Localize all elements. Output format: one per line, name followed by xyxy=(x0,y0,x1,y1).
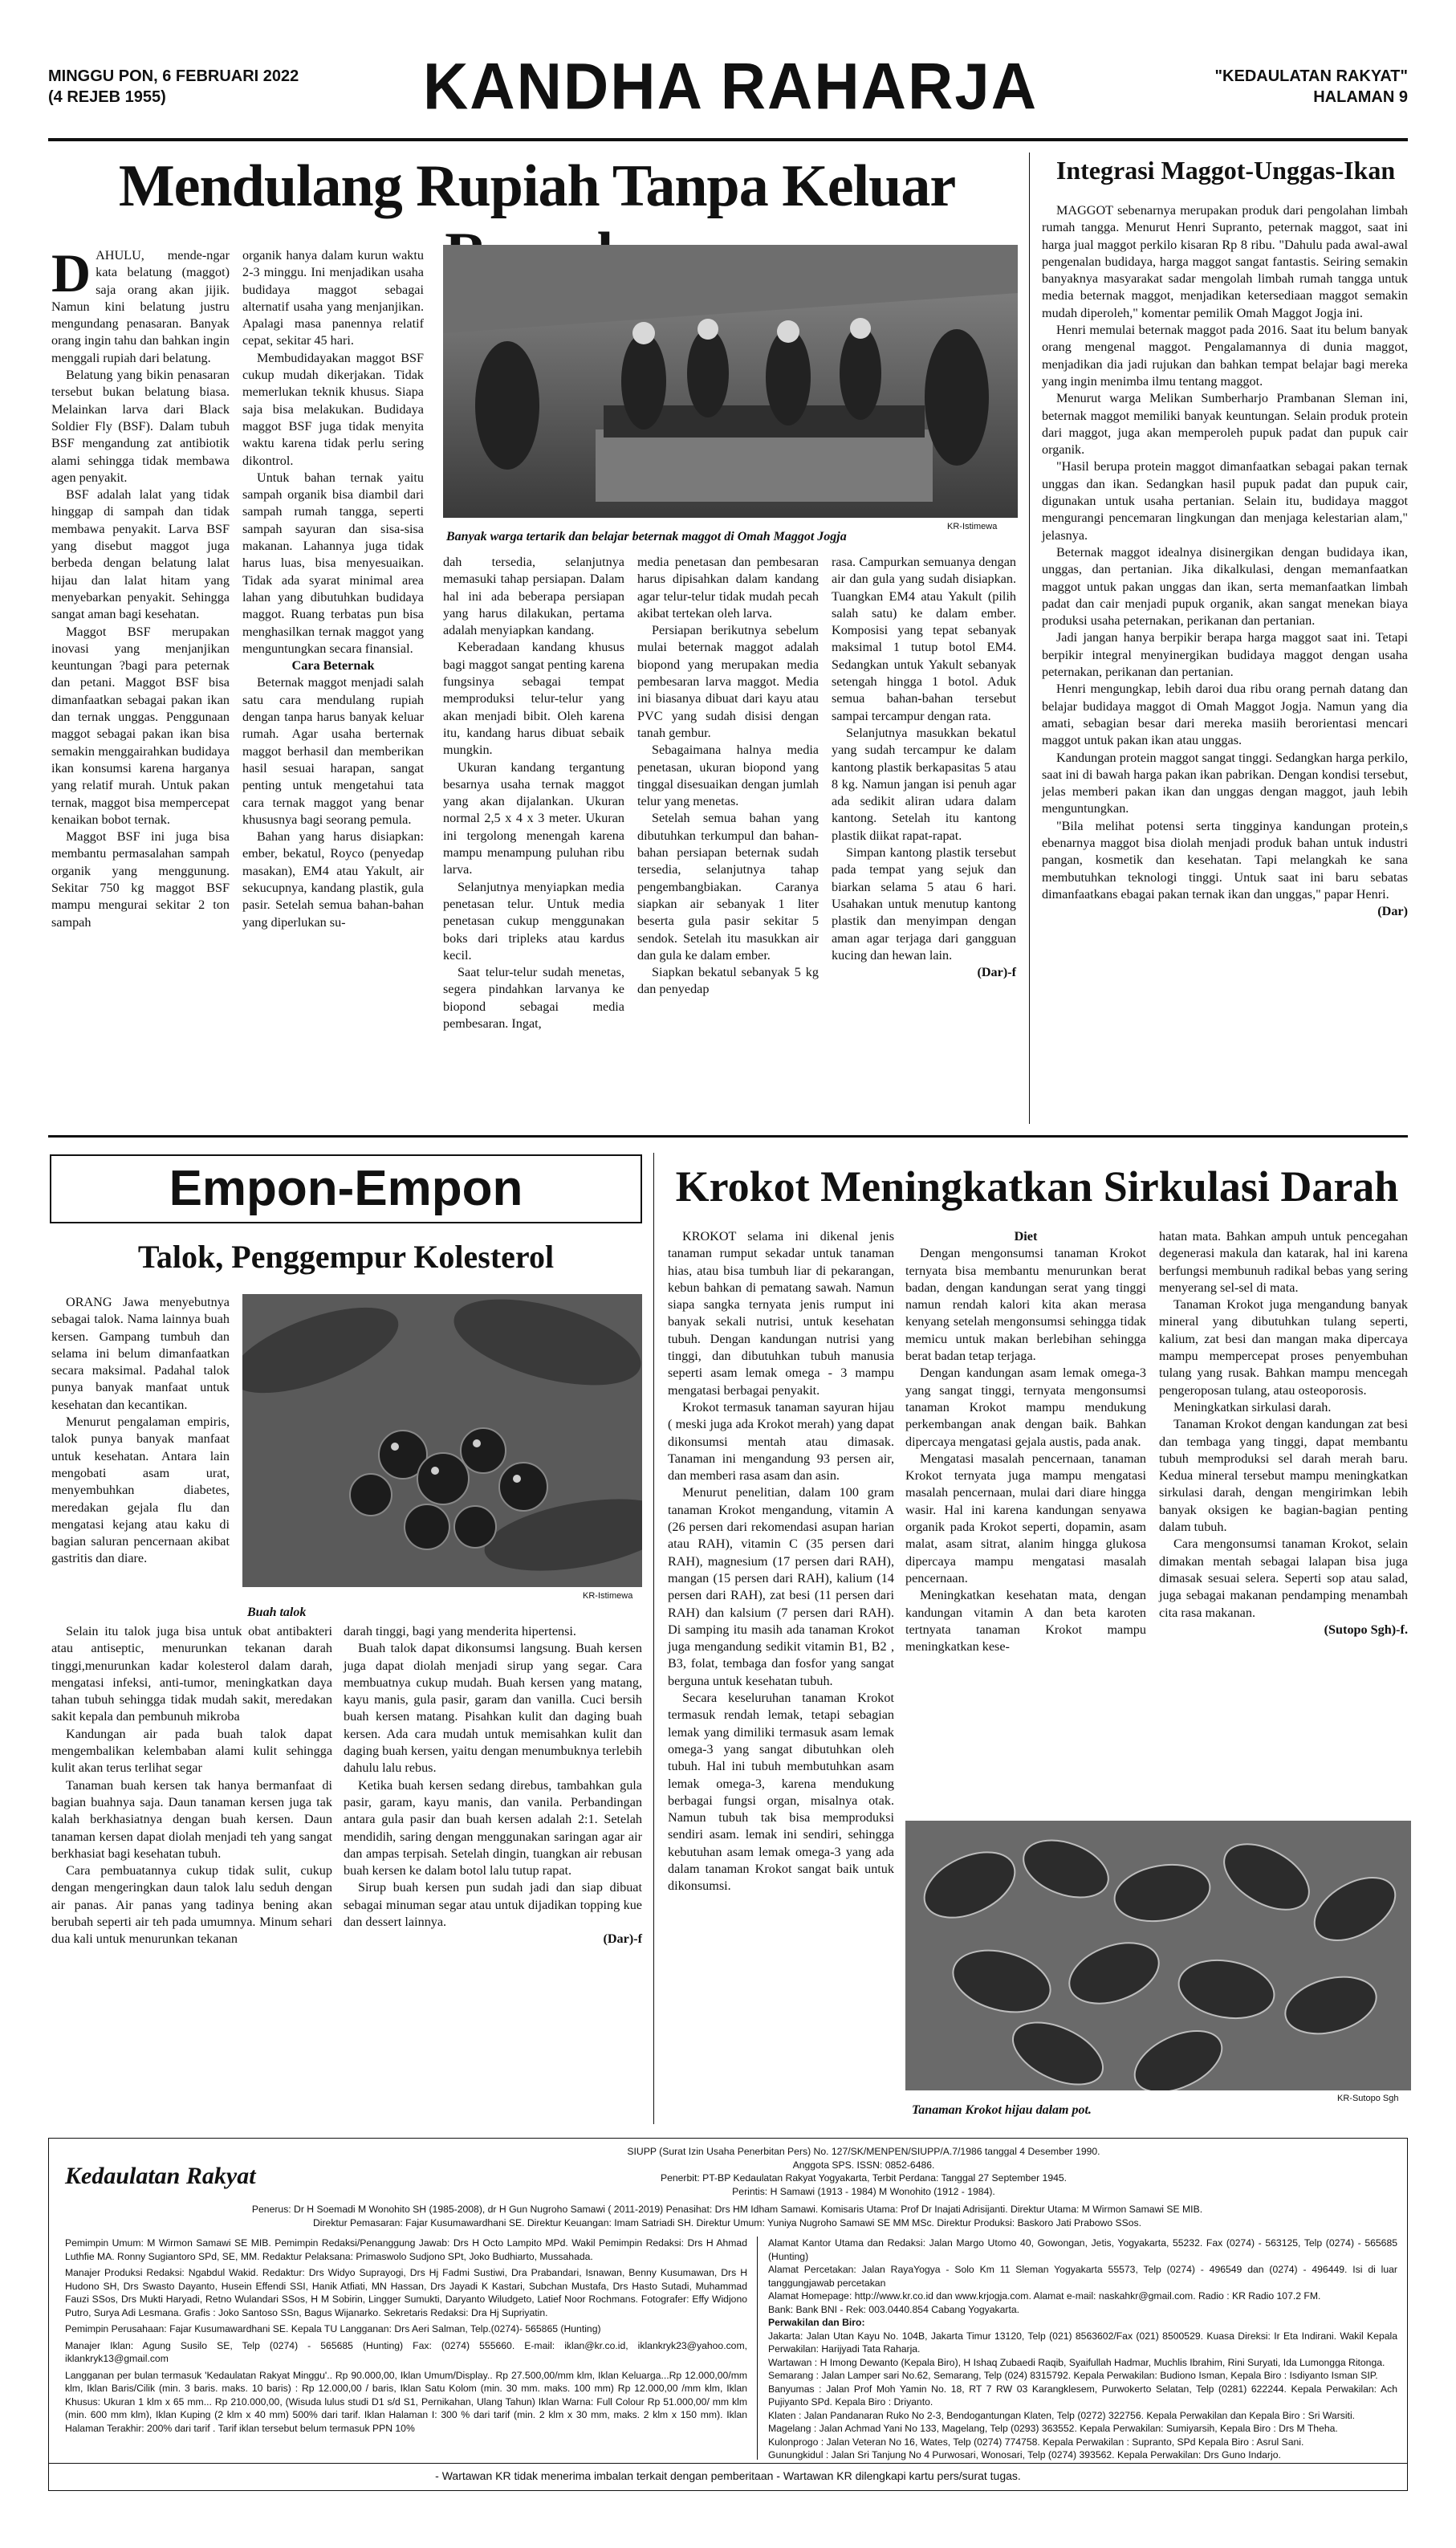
article-column xyxy=(637,554,819,999)
krokot-title: Krokot Meningkatkan Sirkulasi Darah xyxy=(675,1162,1399,1211)
footer-logo: Kedaulatan Rakyat xyxy=(65,2163,256,2189)
article-column xyxy=(344,1623,642,1948)
siupp-line: SIUPP (Surat Izin Usaha Penerbitan Pers) No. 127/SK/MENPEN/SIUPP/A.7/1986 tanggal 4 Desember 1990. xyxy=(627,2146,1100,2157)
paragraph: "Bila melihat potensi serta tingginya kandungan protein,s ebenarnya maggot bisa diolah menjadi produk bahan untuk industri pangan, kosmetik dan kesehatan. Tapi melangkah ke sana membutuhkan teknologi tinggi. Untuk saat ini baru sebatas dimanfaatkans ebagai pakan ternak ikan dan unggas," papar Henri. xyxy=(1042,818,1408,902)
office-line: Magelang : Jalan Achmad Yani No 133, Magelang, Telp (0293) 363552. Kepala Perwakilan: Sumiyarsih, Kepala Biro : Drs M Theha. xyxy=(768,2423,1338,2434)
office-line: Alamat Homepage: http://www.kr.co.id dan www.krjogja.com. Alamat e-mail: naskahkr@gmail.com. Radio : KR Radio 107.2 FM. xyxy=(768,2290,1321,2302)
paragraph: Henri memulai beternak maggot pada 2016. Saat itu belum banyak orang mengenal maggot. Pengalamannya di dunia maggot, menjadikan dia jadi rujukan dan bahkan tempat belajar bagi mereka yang ingin menimba ilmu tentang maggot. xyxy=(1042,323,1408,389)
paragraph: Meningkatkan sirkulasi darah. xyxy=(1173,1399,1332,1414)
management-info xyxy=(65,2203,1389,2229)
paragraph: Selanjutnya menyiapkan media penetasan telur. Untuk media penetasan cukup menggunakan boks dari tripleks atau kardus kecil. xyxy=(443,879,624,963)
paragraph: ORANG Jawa menyebutnya sebagai talok. Nama lainnya buah kersen. Gampang tumbuh dan selama ini belum dimanfaatkan secara maksimal. Padahal talok punya banyak manfaat untuk kesehatan dan kecantikan. xyxy=(51,1295,230,1412)
paragraph: Beternak maggot idealnya disinergikan dengan budidaya ikan, unggas, dan pertanian. Jika dikalkulasi, dengan memanfaatkan maggot untuk pakan unggas dan ikan, serta memanfaatkan limbah padat dan cair menjadi pupuk organik, akan sangat menekan biaya produksi usaha peternakan, perikanan dan pertanian. xyxy=(1042,544,1408,629)
paragraph: Tanaman Krokot dengan kandungan zat besi dan tembaga yang tinggi, dapat membantu tubuh memproduksi sel darah merah baru. Kedua mineral tersebut mampu meningkatkan sirkulasi darah, dengan mengirimkan lebih banyak oksigen ke bagian-bagian penting dalam tubuh. xyxy=(1159,1417,1408,1535)
paragraph: Sirup buah kersen pun sudah jadi dan siap dibuat sebagai minuman segar atau untuk dijadikan topping kue dan dessert lainnya. xyxy=(344,1880,642,1930)
paragraph: Ukuran kandang tergantung besarnya usaha ternak maggot yang akan dijalankan. Ukuran normal 2,5 x 4 x 3 meter. Ukuran ini tergolong menengah karena mampu menampung puluhan ribu larva. xyxy=(443,759,624,877)
paragraph: Secara keseluruhan tanaman Krokot termasuk rendah lemak, tetapi sebagian lemak yang dimiliki termasuk asam lemak omega-3 yang sangat dibutuhkan oleh tubuh. Hal ini tubuh membutuhkan asam lemak omega-3, karena mendukung berbagai fungsi organ, misalnya otak. Namun tubuh tak bisa memproduksi sendiri asam. lemak ini sendiri, sehingga kebutuhan asam lemak omega-3 yang ada dalam tanaman Krokot sangat baik untuk dikonsumsi. xyxy=(668,1691,894,1894)
section-rule xyxy=(48,1135,1408,1138)
issue-date: MINGGU PON, 6 FEBRUARI 2022 xyxy=(48,67,299,85)
office-line: Semarang : Jalan Lamper sari No.62, Semarang, Telp (024) 8315792. Kepala Perwakilan: Budiono Isman, Kepala Biro : Isdiyanto Isman SIP. xyxy=(768,2370,1378,2381)
masthead-rule xyxy=(48,138,1408,141)
office-line: Jakarta: Jalan Utan Kayu No. 104B, Jakarta Timur 13120, Telp (021) 8563602/Fax (021) 8500529. Kuasa Direksi: Ir Eta Indirani. Wakil Kepala Perwakilan: Harijyadi Tata Raharja. xyxy=(768,2330,1397,2355)
paragraph: Kandungan protein maggot sangat tinggi. Sedangkan harga perkilo, saat ini di bawah harga pakan ikan pabrikan. Dengan kondisi tersebut, jelas memberi pakan ikan dan unggas dengan maggot, jauh lebih menguntungkan. xyxy=(1042,750,1408,816)
office-line: Kulonprogo : Jalan Veteran No 16, Wates, Telp (0274) 774758. Kepala Perwakilan : Supranto, SPd Kepala Biro : Asrul Sani. xyxy=(768,2436,1304,2448)
footer-divider xyxy=(757,2237,758,2460)
paragraph: dah tersedia, selanjutnya memasuki tahap persiapan. Dalam hal ini ada beberapa persiapan yang harus dilakukan, pertama adalah menyiapkan kandang. xyxy=(443,555,624,638)
paragraph: Kandungan air pada buah talok dapat mengembalikan kelembaban alami kulit sehingga kulit akan terus terlihat segar xyxy=(51,1726,332,1776)
article-column xyxy=(443,554,624,1032)
photo-caption: Buah talok xyxy=(247,1606,307,1619)
column-divider xyxy=(653,1153,654,2124)
office-line: Alamat Percetakan: Jalan RayaYogya - Solo Km 11 Sleman Yogyakarta 55573, Telp (0274) - 496549 dan (0274) - 496449. Isi di luar tanggungjawab percetakan xyxy=(768,2264,1397,2289)
paragraph: media penetasan dan pembesaran harus dipisahkan dalam kandang agar telur-telur tidak mudah pecah akibat tertekan oleh larva. xyxy=(637,555,819,621)
editorial-staff xyxy=(65,2237,747,2435)
byline-signoff: (Sutopo Sgh)-f. xyxy=(1324,1622,1408,1637)
paragraph: hatan mata. Bahkan ampuh untuk pencegahan degenerasi makula dan katarak, hal ini karena berfungsi membunuh radikal bebas yang sering menyerang sel-sel di mata. xyxy=(1159,1229,1408,1295)
paragraph: Cara mengonsumsi tanaman Krokot, selain dimakan mentah sebagai lalapan bisa juga dimasak sesuai selera. Seperti sop atau salad, juga sebagai makanan pendamping menambah cita rasa makanan. xyxy=(1159,1537,1408,1620)
paragraph: Krokot termasuk tanaman sayuran hijau ( meski juga ada Krokot merah) yang dapat dikonsumsi mentah atau dimasak. Tanaman ini mengandung 93 persen air, dan memberi rasa asam dan asin. xyxy=(668,1399,894,1484)
paragraph: Saat telur-telur sudah menetas, segera pindahkan larvanya ke biopond sebagai media pembesaran. Ingat, xyxy=(443,965,624,1032)
photo-image xyxy=(905,1821,1411,2090)
office-line: Banyumas : Jalan Prof Moh Yamin No. 18, RT 7 RW 03 Karangklesem, Purwokerto Selatan, Telp (0281) 622244. Kepala Perwakilan: Ach Pujiyanto SPd. Kepala Biro : Driyanto. xyxy=(768,2383,1397,2408)
paragraph: Untuk bahan ternak yaitu sampah organik bisa diambil dari sampah rumah tangga, seperti sampah sayuran dan sisa-sisa makanan. Lahannya juga tidak harus luas, bisa menyesuaikan. Tidak ada syarat minimal area lahan yang dibutuhkan budidaya maggot. Ruang terbatas pun bisa menghasilkan ternak maggot yang menguntungkan secara finansial. xyxy=(242,470,424,656)
paragraph: rasa. Campurkan semuanya dengan air dan gula yang sudah disiapkan. Tuangkan EM4 atau Yakult (pilih salah satu) ke dalam ember. Komposisi yang tepat sebanyak maksimal 1 tutup botol EM4. Sedangkan untuk Yakult sebanyak setengah hingga 1 botol. Aduk semua bahan-bahan tersebut sampai tercampur dengan rata. xyxy=(832,555,1016,723)
paragraph: Beternak maggot menjadi salah satu cara mendulang rupiah dengan tanpa harus banyak keluar rumah. Agar usaha berternak maggot berhasil dan memberikan hasil sesuai harapan, sangat penting untuk mengetahui tata cara ternak maggot yang benar khususnya bagi seorang pemula. xyxy=(242,675,424,827)
paragraph: Setelah semua bahan yang dibutuhkan terkumpul dan bahan-bahan persiapan beternak sudah tersedia, selanjutnya tahap pengembangbiakan. Caranya siapkan air sebanyak 1 liter beserta gula pasir sekitar 5 sendok. Setelah itu masukkan air dan gula ke dalam ember. xyxy=(637,811,819,963)
byline-signoff: (Dar) xyxy=(1377,904,1408,919)
paragraph: Jadi jangan hanya berpikir berapa harga maggot saat ini. Tetapi berpikir integral menyinergikan budidaya maggot dengan usaha peternakan, perikanan dan pertanian. xyxy=(1042,630,1408,680)
photo-credit: KR-Istimewa xyxy=(583,1591,633,1601)
subheading: Diet xyxy=(1014,1229,1038,1243)
photo-credit: KR-Istimewa xyxy=(947,522,998,531)
paragraph: Sebagaimana halnya media penetasan, ukuran biopond yang tinggal disesuaikan dengan jumlah telur yang menetas. xyxy=(637,743,819,809)
offices-info xyxy=(768,2237,1397,2462)
empon-title: Talok, Penggempur Kolesterol xyxy=(137,1239,555,1275)
paragraph: Siapkan bekatul sebanyak 5 kg dan penyedap xyxy=(637,965,819,997)
article-column xyxy=(1159,1228,1408,1638)
page-number: HALAMAN 9 xyxy=(1313,88,1408,106)
paragraph: Ketika buah kersen sedang direbus, tambahkan gula pasir, garam, kayu manis, dan vanila. Perbandingan antara gula pasir dan buah kersen adalah 2:1. Setelah mendidih, saring dengan menggunakan saringan agar air dan ampas terpisah. Setelah dingin, tuangkan air rebusan buah kersen ke dalam botol lalu tutup rapat. xyxy=(344,1777,642,1878)
publisher-line: Penerbit: PT-BP Kedaulatan Rakyat Yogyakarta, Terbit Perdana: Tanggal 27 September 1945. xyxy=(660,2172,1068,2184)
krokot-plant-photo xyxy=(905,1821,1411,2090)
office-line: Gunungkidul : Jalan Sri Tanjung No 4 Purwosari, Wonosari, Telp (0274) 393562. Kepala Perwakilan: Drs Guno Indarjo. xyxy=(768,2449,1281,2460)
article-column xyxy=(242,247,424,931)
paragraph: Tanaman buah kersen tak hanya bermanfaat di bagian buahnya saja. Daun tanaman kersen juga tak kalah berkhasiatnya dengan buah kersen. Daun tanaman kersen dapat diolah menjadi teh yang sangat berkhasiat bagi kesehatan tubuh. xyxy=(51,1777,332,1861)
talok-fruit-photo xyxy=(242,1294,642,1587)
paragraph: Cara pembuatannya cukup tidak sulit, cukup dengan mengeringkan daun talok lalu seduh dengan air panas. Air panas yang tadinya bening akan berubah seperti air teh pada umumnya. Minum sehari dua kali untuk menurunkan tekanan xyxy=(51,1863,332,1947)
article-column xyxy=(668,1228,894,1895)
office-line: Alamat Kantor Utama dan Redaksi: Jalan Margo Utomo 40, Gowongan, Jetis, Yogyakarta, 55232. Fax (0274) - 563125, Telp (0274) - 565685 (Hunting) xyxy=(768,2237,1397,2262)
article-title: Mendulang Rupiah Tanpa Keluar xyxy=(118,153,956,219)
article-column xyxy=(905,1228,1146,1655)
office-line: Wartawan : H Imong Dewanto (Kepala Biro), H Ishaq Zubaedi Raqib, Syaifullah Hadmar, Muchlis Ibrahim, Rini Suryati, Ida Lumongga Ritonga. xyxy=(768,2356,1385,2368)
paragraph: Mengatasi masalah pencernaan, tanaman Krokot ternyata juga mampu mengatasi masalah pencernaan, mulai dari diare hingga wasir. Hal ini karena kandungan senyawa organik pada Krokot seperti, dopamin, asam malat, asam sitrat, alanim hingga glukosa dipercaya mampu mengatasi masalah pencernaan. xyxy=(905,1451,1146,1585)
paragraph: Maggot BSF merupakan inovasi yang menjanjikan keuntungan ?bagi para peternak dan petani. Maggot BSF bisa dimanfaatkan sebagai pakan ikan dan ternak unggas. Penggunaan maggot sebagai pakan ikan bisa semakin menggairahkan budidaya ikan konsumsi karena harganya yang relatif murah. Untuk pakan ternak, maggot bisa mempercepat kenaikan bobot ternak. xyxy=(51,624,230,827)
impressum-box xyxy=(48,2138,1408,2491)
rates-paragraph: Langganan per bulan termasuk 'Kedaulatan Rakyat Minggu'.. Rp 90.000,00, Iklan Umum/Display.. Rp 27.500,00/mm klm, Iklan Keluarga...Rp 12.000,00/mm klm, Iklan Baris/Cilik (min. 3 baris. maks. 10 baris) : Rp 12.000,00 / baris, Iklan Satu Kolom (min. 30 mm. maks. 100 mm) Rp 12.000,00 /mm klm, Iklan Khusus: Ukuran 1 klm x 65 mm... Rp 210.000,00, (Wisuda lulus studi D1 s/d S1, Pernikahan, Ulang Tahun) Iklan Warna: Full Colour Rp 51.000,00/ mm klm (min. 600 mm klm), Iklan Kuping (2 klm x 40 mm) 500% dari tarif. Iklan Halaman I: 300 % dari tarif (min. 2 klm x 30 mm, maks. 2 klm x 150 mm). Iklan Halaman Terakhir: 200% dari tarif . Tarif iklan tersebut belum termasuk PPN 10% xyxy=(65,2369,747,2434)
staff-paragraph: Manajer Iklan: Agung Susilo SE, Telp (0274) - 565685 (Hunting) Fax: (0274) 555660. E-mail: iklan@kr.co.id, iklankryk23@yahoo.com, iklankryk13@gmail.com xyxy=(65,2339,747,2364)
paper-name: KANDHA RAHARJA xyxy=(422,48,1039,124)
maggot-workshop-photo xyxy=(443,245,1018,518)
paragraph: Meningkatkan kesehatan mata, dengan kandungan vitamin A dan beta karoten tertnyata tanaman Krokot mampu meningkatkan kese- xyxy=(905,1588,1146,1655)
paragraph: darah tinggi, bagi yang menderita hipertensi. xyxy=(344,1624,576,1638)
founders-line: Perintis: H Samawi (1913 - 1984) M Wonohito (1912 - 1984). xyxy=(732,2185,995,2197)
paragraph: Buah talok dapat dikonsumsi langsung. Buah kersen juga dapat diolah menjadi sirup yang segar. Cara membuatnya cukup mudah. Buah kersen yang matang, kayu manis, gula pasir, garam dan vanilla. Cuci bersih buah kersen matang. Pisahkan kulit dan daging buah kersen. Ada cara mudah untuk memisahkan kulit dan daging buah kersen, yaitu dengan menumbuknya terlebih dahulu lalu rebus. xyxy=(344,1641,642,1776)
paragraph: Henri mengungkap, lebih daroi dua ribu orang pernah datang dan belajar budidaya maggot di Omah Maggot Jogja. Namun yang dia amati, sebagian besar dari mereka masiih berorientasi mencari maggot untuk pakan ikan atau unggas. xyxy=(1042,682,1408,748)
publisher-info xyxy=(338,2145,1389,2198)
paragraph: Tanaman Krokot juga mengandung banyak mineral yang dibutuhkan tulang seperti, kalium, zat besi dan mangan maka dipercaya mampu mempercepat proses penyembuhan tulang yang rusak. Bahkan mampu mencegah pengeroposan tulang, atau osteoporosis. xyxy=(1159,1297,1408,1398)
parent-paper: "KEDAULATAN RAKYAT" xyxy=(1214,67,1408,85)
staff-paragraph: Pemimpin Perusahaan: Fajar Kusumawardhani SE. Kepala TU Langganan: Drs Aeri Salman, Telp.(0274)- 565865 (Hunting) xyxy=(65,2323,601,2334)
byline-signoff: (Dar)-f xyxy=(977,965,1016,980)
office-line: Perwakilan dan Biro: xyxy=(768,2317,865,2328)
paragraph: organik hanya dalam kurun waktu 2-3 minggu. Ini menjadikan usaha budidaya maggot sebagai alternatif usaha yang menjanjikan. Apalagi masa panennya relatif cepat, sekitar 45 hari. xyxy=(242,248,424,348)
issue-hijri: (4 REJEB 1955) xyxy=(48,88,166,106)
staff-paragraph: Manajer Produksi Redaksi: Ngabdul Wakid. Redaktur: Drs Widyo Suprayogi, Drs Hj Fadmi Sustiwi, Dra Prabandari, Isnawan, Benny Kusumawan, Drs H Hudono SH, Drs Swasto Dayanto, Husein Effendi SSI, Hanik Atfiati, MN Hassan, Drs Jayadi K Kastari, Subchan Mustafa, Drs Hasto Sutadi, Muhammad Fauzi SSos, Drs Mukti Haryadi, Retno Wulandari SSos, H M Sobirin, Lingger Sumukti, Daryanto Wiludgeto, Latief Noor Rochmans. Fotografer: Effy Widjono Putro, Surya Adi Lesmana. Grafis : Joko Santoso SSn, Bagus Wijanarko. Sekretaris Redaksi: Dra Hj Supriyatin. xyxy=(65,2267,747,2318)
paragraph: Belatung yang bikin penasaran tersebut bukan belatung biasa. Melainkan larva dari Black Soldier Fly (BSF). Dalam tubuh BSF mengandung zat antibiotik alami sehingga tidak membawa agen penyakit. xyxy=(51,368,230,485)
article-column xyxy=(51,1294,230,1568)
sidebar-article xyxy=(1042,202,1408,920)
article-column xyxy=(51,242,230,931)
paragraph: Maggot BSF ini juga bisa membantu permasalahan sampah organik yang menggunung. Sekitar 750 kg maggot BSF mampu mengurai sekitar 2 ton sampah xyxy=(51,829,230,930)
paragraph: MAGGOT sebenarnya merupakan produk dari pengolahan limbah rumah tangga. Menurut Henri Supranto, peternak maggot, saat ini harga jual maggot perkilo kisaran Rp 8 ribu. "Dahulu pada awal-awal pengenalan budidaya, harga maggot sangat fantastis. Seiring semakin banyaknya masyarakat sadar mengolah limbah rumah tangga untuk media beternak maggot, menjadikan ketersediaan maggot semakin mudah diperoleh," komentar pemilik Omah Maggot Jogja ini. xyxy=(1042,203,1408,320)
paragraph: Selanjutnya masukkan bekatul yang sudah tercampur ke dalam kantong plastik berkapasitas 5 atau 8 kg. Namun jangan isi penuh agar ada sedikit aliran udara dalam kantong. Setelah itu kantong plastik diikat rapat-rapat. xyxy=(832,725,1016,843)
sidebar-title: Integrasi Maggot-Unggas-Ikan xyxy=(1055,156,1396,185)
paragraph: Dengan mengonsumsi tanaman Krokot ternyata bisa membantu menurunkan berat badan, dengan kandungan serat yang tinggi namun rendah kalori kita akan merasa kenyang setelah mengonsumsi sehingga tidak memicu untuk makan berlebihan sehingga berat badan tetap terjaga. xyxy=(905,1246,1146,1364)
masthead-date xyxy=(48,66,299,108)
article-column xyxy=(832,554,1016,981)
paragraph: Menurut pengalaman empiris, talok punya banyak manfaat untuk kesehatan. Antara lain mengobati asam urat, menyembuhkan diabetes, meredakan gejala flu dan mengatasi kejang atau kaku di bagian saluran pencernaan akibat gastritis dan diare. xyxy=(51,1414,230,1566)
paragraph: Selain itu talok juga bisa untuk obat antibakteri atau antiseptic, menurunkan tekanan darah tinggi,menurunkan kadar kolesterol dalam darah, mengatasi infeksi, anti-tumor, meningkatkan daya tahan tubuh sehingga tidak mudah sakit, meredakan sakit kepala dan pembunuh mikroba xyxy=(51,1624,332,1724)
column-divider xyxy=(1029,153,1030,1124)
photo-image xyxy=(242,1294,642,1587)
paragraph: Dengan kandungan asam lemak omega-3 yang sangat tinggi, ternyata mengonsumsi tanaman Krokot mampu mendukung perkembangan anak dengan baik. Bahkan dipercaya mengatasi gejala austis, pada anak. xyxy=(905,1366,1146,1449)
paragraph: Menurut penelitian, dalam 100 gram tanaman Krokot mengandung, vitamin A (26 persen dari rekomendasi asupan harian atau RAH), vitamin C (35 persen dari RAH), magnesium (17 persen dari RAH), mangan (15 persen dari RAH), kalium (14 persen dari RAH), zat besi (11 persen dari RAH) dan kalsium (7 persen dari RAH). Di samping itu masih ada tanaman Krokot juga mengandung sedikit vitamin B1, B2 , B3, folat, tembaga dan fosfor yang sangat berguna untuk kesehatan tubuh. xyxy=(668,1485,894,1688)
member-line: Anggota SPS. ISSN: 0852-6486. xyxy=(792,2159,935,2171)
footer-rule xyxy=(49,2463,1407,2464)
directors-line: Direktur Pemasaran: Fajar Kusumawardhani SE. Direktur Keuangan: Imam Satriadi SH. Direktur Umum: Yuniya Nugroho Samawi SE MM MSc. Direktur Produksi: Baskoro Jati Prabowo SSos. xyxy=(312,2216,1142,2228)
paragraph: Bahan yang harus disiapkan: ember, bekatul, Royco (penyedap masakan), EM4 atau Yakult, air sekucupnya, kandang plastik, gula pasir. Setelah semua bahan-bahan yang diperlukan su- xyxy=(242,829,424,930)
byline-signoff: (Dar)-f xyxy=(603,1931,642,1947)
masthead-right xyxy=(1215,66,1408,108)
press-note: - Wartawan KR tidak menerima imbalan terkait dengan pemberitaan - Wartawan KR dilengkapi kartu pers/surat tugas. xyxy=(435,2469,1021,2482)
section-banner: Empon-Empon xyxy=(50,1154,642,1223)
paragraph: Menurut warga Melikan Sumberharjo Prambanan Sleman ini, beternak maggot memiliki banyak keuntungan. Selain produk protein dari maggot, juga akan memperoleh pupuk padat dan pupuk cair organik. xyxy=(1042,391,1408,458)
office-line: Klaten : Jalan Pandanaran Ruko No 2-3, Bendogantungan Klaten, Telp (0272) 322756. Kepala Perwakilan dan Kepala Biro : Sri Warsiti. xyxy=(768,2409,1356,2421)
paragraph: KROKOT selama ini dikenal jenis tanaman rumput sekadar untuk tanaman hias, atau bisa tumbuh liar di pekarangan, kebun bahkan di pematang sawah. Namun siapa sangka ternyata jenis rumput ini banyak sekali nutrisi, untuk kesehatan tubuh. Dengan kandungan nutrisi yang tinggi, dan dibutuhkan tubuh manusia seperti asam lemak omega - 3 mampu mengatasi berbagai penyakit. xyxy=(668,1229,894,1398)
paragraph: "Hasil berupa protein maggot dimanfaatkan sebagai pakan ternak unggas dan ikan. Sedangkan hasil pupuk padat dan pupuk cair, digunakan untuk usaha pertanian. Selain itu, budidaya maggot mengurangi pencemaran lingkungan dan menjaga kelestarian alam," jelasnya. xyxy=(1042,459,1408,543)
paragraph: BSF adalah lalat yang tidak hinggap di sampah dan tidak membawa penyakit. Larva BSF yang disebut maggot juga berbeda dengan belatung lalat hijau dan lalat hitam yang menyebarkan penyakit. Sehingga sangat aman bagi kesehatan. xyxy=(51,487,230,622)
article-column xyxy=(51,1623,332,1948)
successors-line: Penerus: Dr H Soemadi M Wonohito SH (1985-2008), dr H Gun Nugroho Samawi ( 2011-2019) Penasihat: Drs HM Idham Samawi. Komisaris Utama: Prof Dr Inajati Adrisijanti. Direktur Utama: M Wirmon Samawi SE MIB. xyxy=(251,2204,1203,2215)
paragraph: Simpan kantong plastik tersebut pada tempat yang sejuk dan biarkan selama 5 atau 6 hari. Usahakan untuk menutup kantong plastik dan menyimpan dengan aman agar terjaga dari gangguan kucing dan hewan lain. xyxy=(832,845,1016,963)
photo-credit: KR-Sutopo Sgh xyxy=(1337,2094,1399,2103)
office-line: Bank: Bank BNI - Rek: 003.0440.854 Cabang Yogyakarta. xyxy=(768,2303,1020,2315)
paragraph: Keberadaan kandang khusus bagi maggot sangat penting karena fungsinya sebagai tempat memproduksi telur-telur yang akan menjadi bibit. Oleh karena itu, kandang harus dibuat sebaik mungkin. xyxy=(443,640,624,758)
photo-image xyxy=(443,245,1018,518)
photo-caption: Tanaman Krokot hijau dalam pot. xyxy=(912,2103,1092,2117)
photo-caption: Banyak warga tertarik dan belajar beternak maggot di Omah Maggot Jogja xyxy=(446,530,847,543)
paragraph: Persiapan berikutnya sebelum mulai beternak maggot adalah biopond yang merupakan media pembesaran larva maggot. Media ini biasanya dibuat dari kayu atau PVC yang sudah disisi dengan tanah gembur. xyxy=(637,623,819,740)
staff-paragraph: Pemimpin Umum: M Wirmon Samawi SE MIB. Pemimpin Redaksi/Penanggung Jawab: Drs H Octo Lampito MPd. Wakil Pemimpin Redaksi: Drs H Ahmad Luthfie MA. Ronny Sugiantoro SPd, SE, MM. Redaktur Pelaksana: Primaswolo Sudjono SPt, Joko Budhiarto, Mussahada. xyxy=(65,2237,747,2262)
paragraph: AHULU, mende-ngar kata belatung (maggot) saja orang akan jijik. Namun kini belatung justru mengundang penasaran. Banyak orang ingin tahu dan bahkan ingin menggali rupiah dari belatung. xyxy=(51,248,230,365)
drop-cap: D xyxy=(51,242,92,303)
paragraph: Membudidayakan maggot BSF cukup mudah dikerjakan. Tidak memerlukan teknik khusus. Siapa saja bisa melakukan. Budidaya maggot BSF juga tidak menyita waktu karena tidak perlu sering dikontrol. xyxy=(242,350,424,468)
subheading: Cara Beternak xyxy=(291,658,375,674)
